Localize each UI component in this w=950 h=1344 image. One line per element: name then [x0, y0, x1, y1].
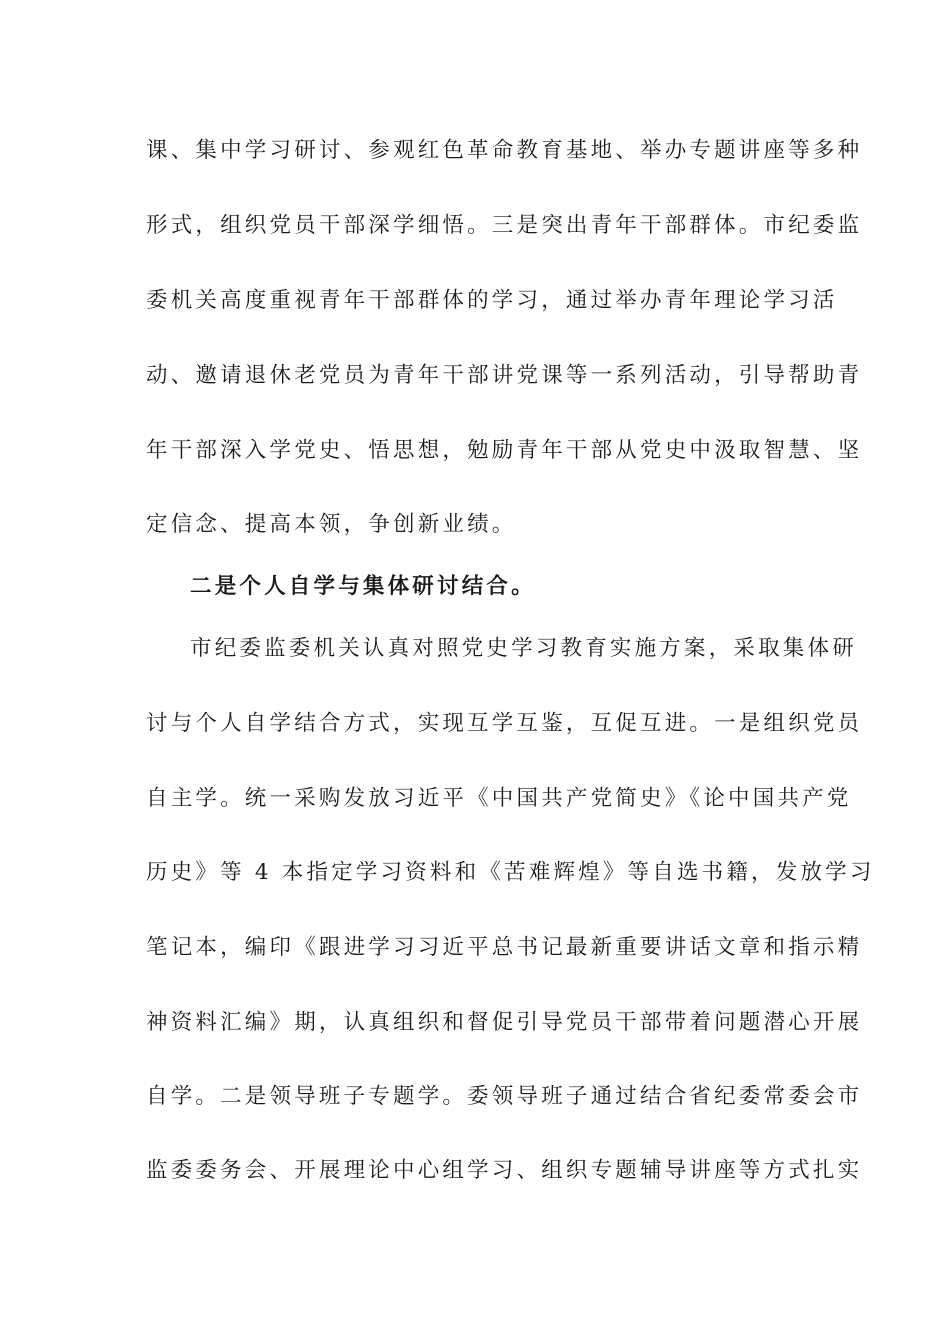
body-text-line: 年干部深入学党史、悟思想，勉励青年干部从党史中汲取智慧、坚 — [146, 438, 863, 463]
paragraph-first-line: 市纪委监委机关认真对照党史学习教育实施方案，采取集体研 — [190, 636, 857, 661]
body-text-line: 课、集中学习研讨、参观红色革命教育基地、举办专题讲座等多种 — [146, 138, 863, 163]
body-text-line: 讨与个人自学结合方式，实现互学互鉴，互促互进。一是组织党员 — [146, 711, 863, 736]
body-text-line: 历史》等 4 本指定学习资料和《苦难辉煌》等自选书籍，发放学习 — [146, 860, 875, 885]
body-text-line: 自学。二是领导班子专题学。委领导班子通过结合省纪委常委会市 — [146, 1084, 863, 1109]
body-text-line: 自主学。统一采购发放习近平《中国共产党简史》《论中国共产党 — [146, 786, 852, 811]
body-text-line: 神资料汇编》期，认真组织和督促引导党员干部带着问题潜心开展 — [146, 1010, 863, 1035]
body-text-line: 形式，组织党员干部深学细悟。三是突出青年干部群体。市纪委监 — [146, 213, 863, 238]
section-heading: 二是个人自学与集体研讨结合。 — [190, 574, 536, 599]
body-text-line: 定信念、提高本领，争创新业绩。 — [146, 512, 517, 537]
body-text-line: 笔记本，编印《跟进学习习近平总书记最新重要讲话文章和指示精 — [146, 935, 863, 960]
body-text-line: 动、邀请退休老党员为青年干部讲党课等一系列活动，引导帮助青 — [146, 363, 863, 388]
body-text-line: 监委委务会、开展理论中心组学习、组织专题辅导讲座等方式扎实 — [146, 1158, 863, 1183]
body-text-line: 委机关高度重视青年干部群体的学习，通过举办青年理论学习活 — [146, 288, 838, 313]
